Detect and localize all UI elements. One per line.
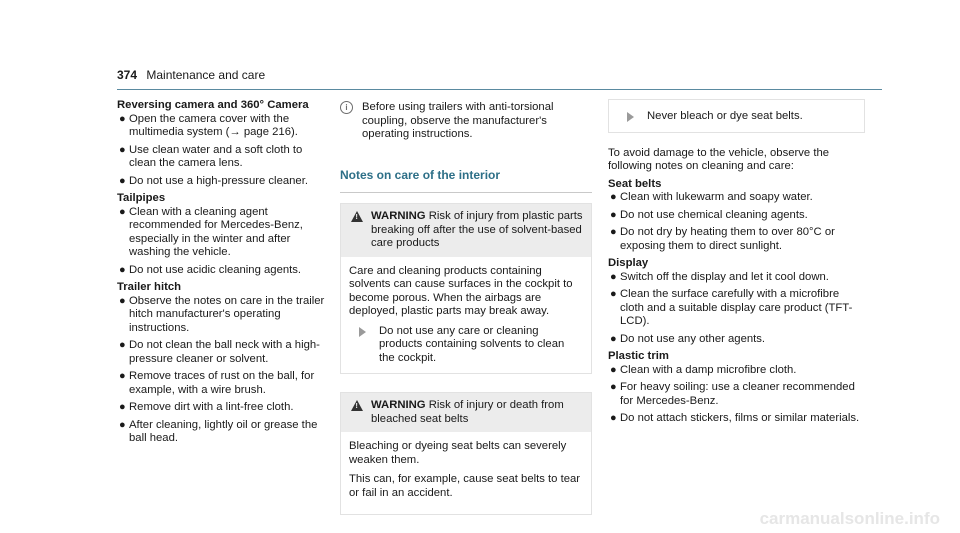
warning-heading: Risk of injury from plastic parts breaking off after the use of solvent-based care products <box>371 210 583 249</box>
warning-heading: Risk of injury or death from bleached seat belts <box>371 399 564 425</box>
bullet-icon: ● <box>119 401 126 413</box>
warning-icon: ! <box>351 211 363 222</box>
play-arrow-icon <box>359 327 366 337</box>
info-note-text: Before using trailers with anti-torsional coupling, observe the manufacturer's operating instructions. <box>362 101 554 140</box>
column-right <box>608 99 865 430</box>
camera-list <box>117 113 327 189</box>
bullet-icon: ● <box>610 332 617 345</box>
list-item: ● Do not dry by heating them to over 80°C or exposing them to direct sunlight. <box>610 226 835 252</box>
list-item: ● Observe the notes on care in the trailer hitch manufacturer's operating instructions. <box>119 294 325 334</box>
info-note <box>340 101 592 142</box>
bullet-icon: ● <box>119 294 126 307</box>
bullet-icon: ● <box>610 270 617 283</box>
warning-header <box>341 204 591 257</box>
list-item: ● Remove dirt with a lint-free cloth. <box>119 401 294 413</box>
list-item: ● Clean with a damp microfibre cloth. <box>610 363 797 376</box>
warning-box-plastic <box>340 203 592 374</box>
section-title-plastic-trim: Plastic trim <box>608 350 669 362</box>
bullet-icon: ● <box>119 263 126 276</box>
section-title-seat-belts: Seat belts <box>608 177 662 190</box>
action-step-box <box>608 99 865 133</box>
list-item: ● Use clean water and a soft cloth to clean the camera lens. <box>119 143 303 169</box>
action-step-text: Never bleach or dye seat belts. <box>647 110 803 122</box>
warning-label: WARNING <box>371 399 426 411</box>
bullet-icon: ● <box>610 288 617 300</box>
play-arrow-icon <box>627 112 634 122</box>
bullet-icon: ● <box>610 381 617 393</box>
section-title-camera: Reversing camera and 360° Camera <box>117 99 309 111</box>
bullet-icon: ● <box>119 370 126 382</box>
warning-body <box>341 432 591 514</box>
bullet-icon: ● <box>119 339 126 351</box>
list-item: ● Clean with lukewarm and soapy water. <box>610 191 813 203</box>
trailer-hitch-list <box>117 295 327 446</box>
bullet-icon: ● <box>119 174 126 187</box>
intro-text: To avoid damage to the vehicle, observe the following notes on cleaning and care: <box>608 146 830 172</box>
section-title-trailer-hitch: Trailer hitch <box>117 281 182 293</box>
list-item: ● Remove traces of rust on the ball, for example, with a wire brush. <box>119 370 315 396</box>
bullet-icon: ● <box>119 205 126 218</box>
list-item: ● Clean the surface carefully with a microfibre cloth and a suitable display care product (TFT-LCD). <box>610 288 853 327</box>
column-middle <box>340 99 592 515</box>
list-item: ● Do not use chemical cleaning agents. <box>610 208 808 221</box>
list-item: ● Clean with a cleaning agent recommended for Mercedes-Benz, especially in the winter and after washing the vehicle. <box>119 205 303 258</box>
warning-text: This can, for example, cause seat belts to tear or fail in an accident. <box>349 473 581 499</box>
list-item: ● For heavy soiling: use a cleaner recommended for Mercedes-Benz. <box>610 381 855 407</box>
bullet-icon: ● <box>119 418 126 431</box>
action-step <box>349 325 583 366</box>
warning-body <box>341 257 591 374</box>
watermark: carmanualsonline.info <box>759 509 940 528</box>
header-rule <box>117 89 882 90</box>
bullet-icon: ● <box>610 226 617 238</box>
action-step <box>617 110 856 124</box>
list-item: ● Do not use any other agents. <box>610 332 766 345</box>
info-icon: i <box>340 101 353 114</box>
plastic-trim-list <box>608 364 865 426</box>
warning-header <box>341 393 591 432</box>
column-left <box>117 99 327 450</box>
list-item: ● Switch off the display and let it cool down. <box>610 270 829 283</box>
warning-box-seat-belts <box>340 392 592 515</box>
section-title-tailpipes: Tailpipes <box>117 192 166 204</box>
warning-text: Care and cleaning products containing solvents can cause surfaces in the cockpit to become porous. When the airbags are deployed, plastic parts may break away. <box>349 264 573 317</box>
list-item: ● Do not clean the ball neck with a high-pressure cleaner or solvent. <box>119 339 320 365</box>
bullet-icon: ● <box>610 363 617 376</box>
section-title-interior: Notes on care of the interior <box>340 169 592 194</box>
display-list <box>608 271 865 347</box>
list-item: ● Do not attach stickers, films or similar materials. <box>610 412 860 424</box>
bullet-icon: ● <box>119 143 126 156</box>
warning-label: WARNING <box>371 210 426 222</box>
chapter-title: Maintenance and care <box>146 68 266 82</box>
section-title-display: Display <box>608 257 649 269</box>
page-number: 374 <box>117 68 138 82</box>
warning-text: Bleaching or dyeing seat belts can severely weaken them. <box>349 440 567 466</box>
list-item: ● Do not use a high-pressure cleaner. <box>119 174 308 187</box>
warning-icon: ! <box>351 400 363 411</box>
list-item: ● Do not use acidic cleaning agents. <box>119 263 302 276</box>
tailpipes-list <box>117 206 327 278</box>
page-header <box>117 68 265 82</box>
bullet-icon: ● <box>119 112 126 125</box>
bullet-icon: ● <box>610 191 617 203</box>
bullet-icon: ● <box>610 412 617 424</box>
action-step-text: Do not use any care or cleaning products containing solvents to clean the cockpit. <box>379 324 565 364</box>
list-item: ● After cleaning, lightly oil or grease the ball head. <box>119 418 318 444</box>
list-item: ● Open the camera cover with the multimedia system (→ page 216). <box>119 112 298 138</box>
bullet-icon: ● <box>610 208 617 221</box>
seat-belts-list <box>608 191 865 253</box>
